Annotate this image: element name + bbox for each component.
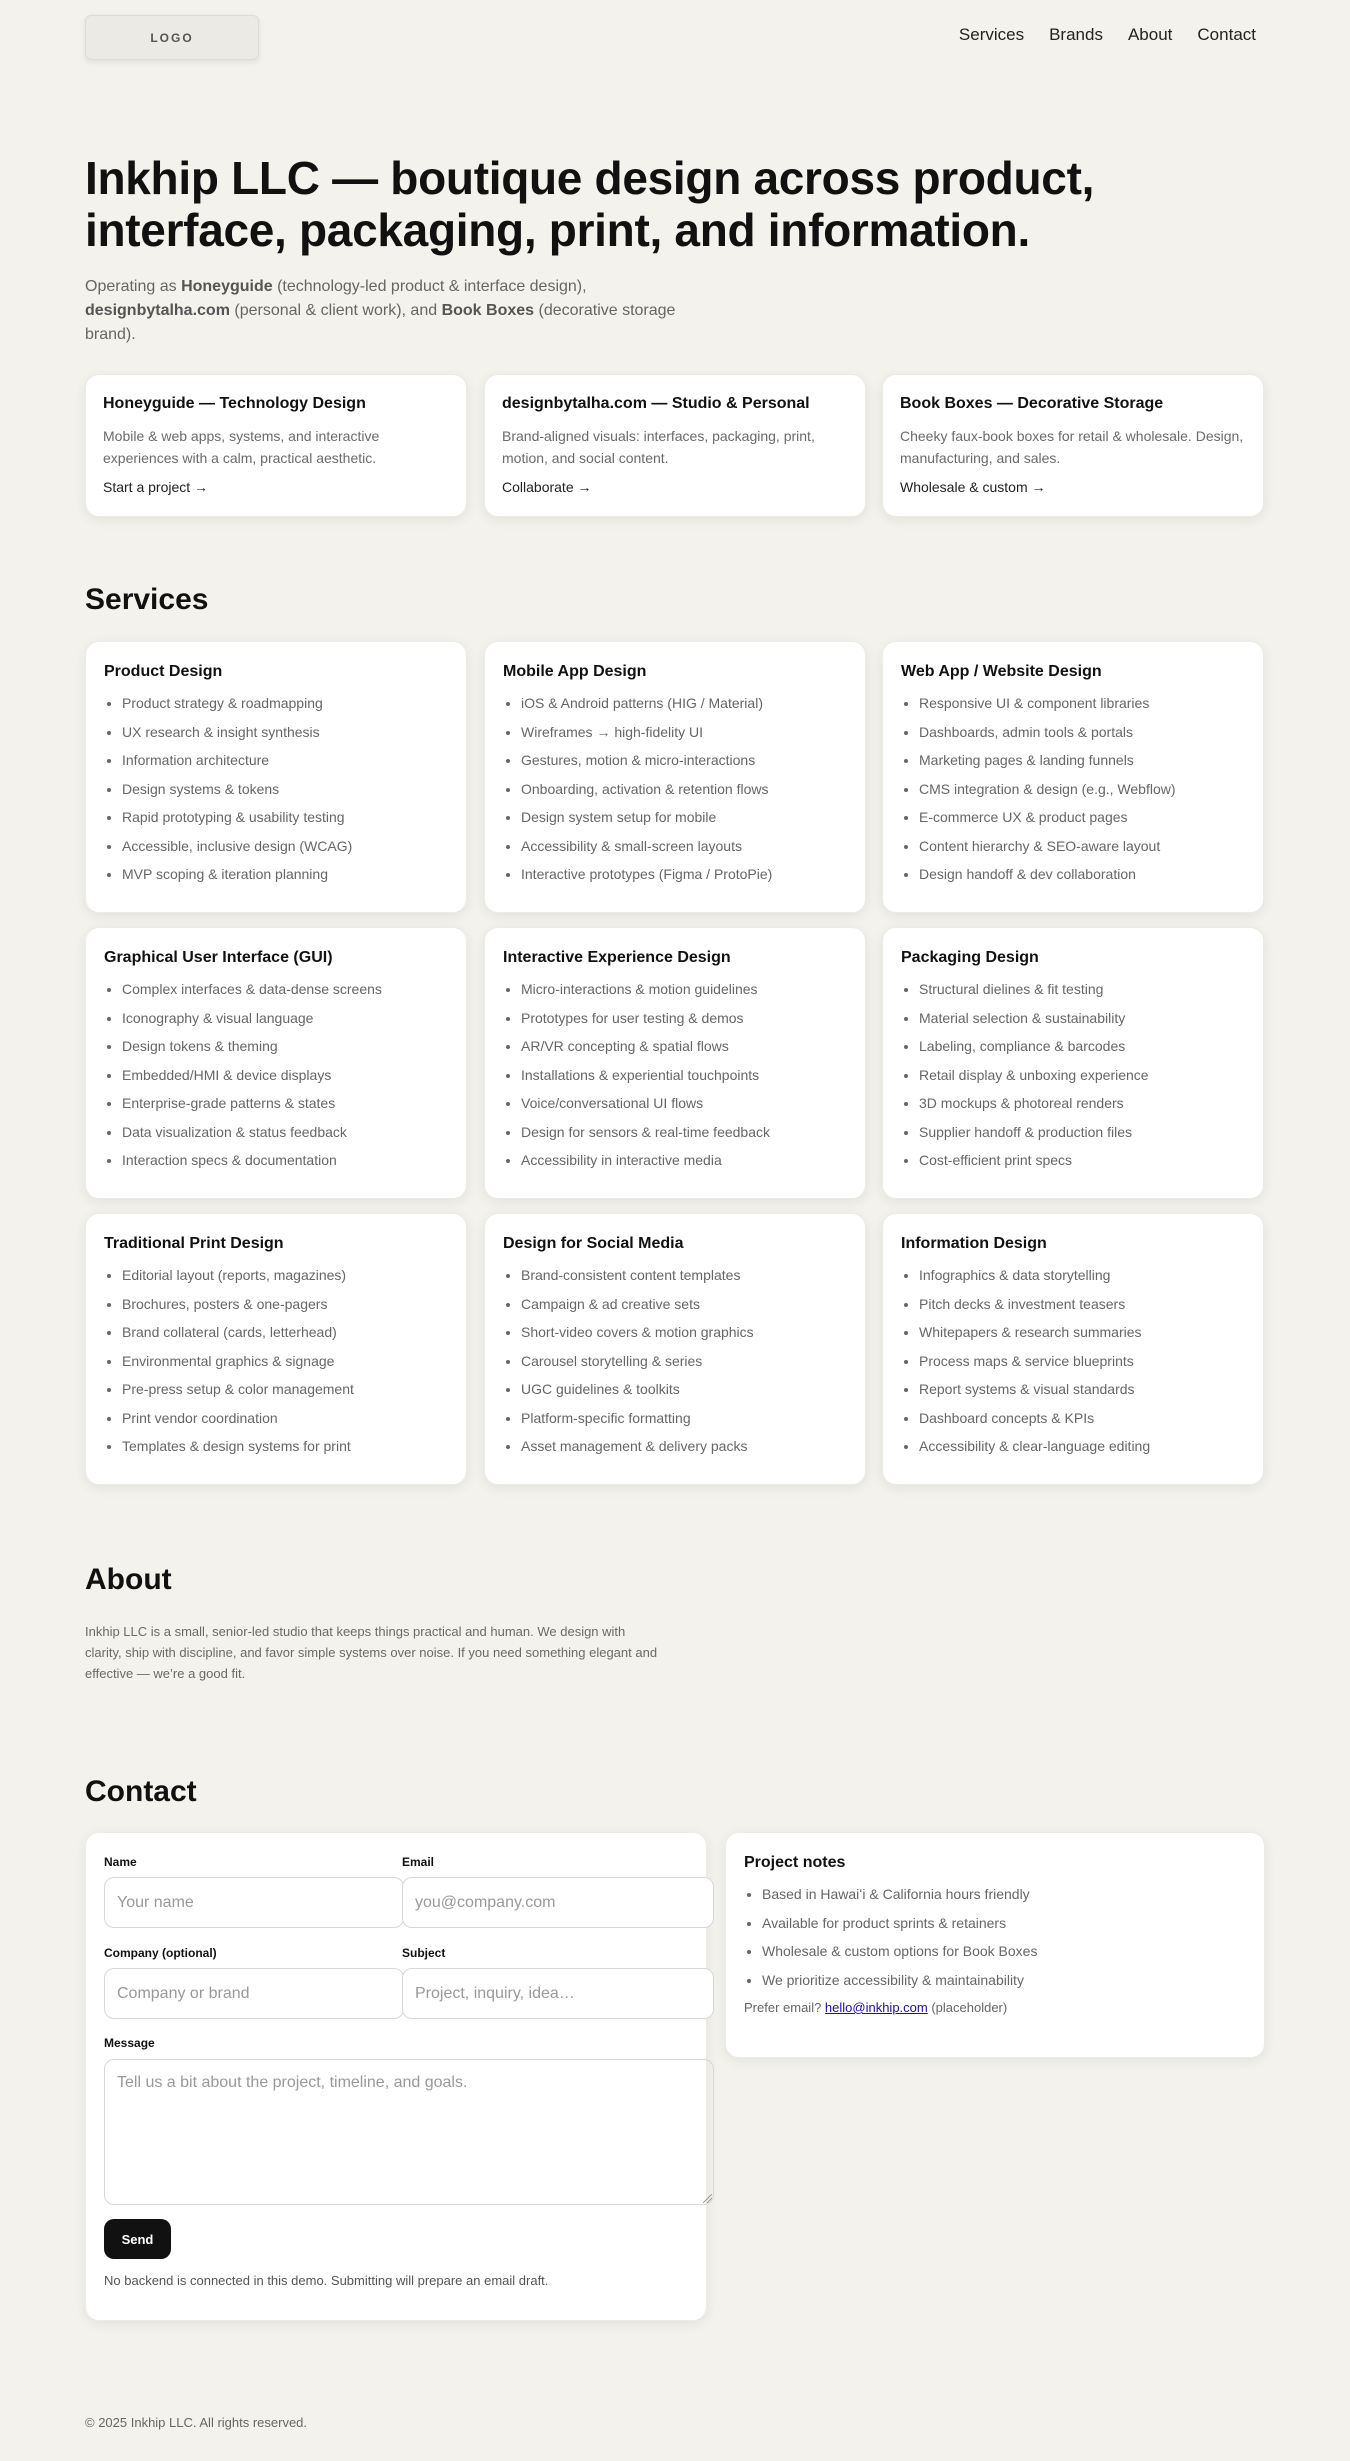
name-label: Name	[104, 1855, 137, 1869]
list-item: • Interaction specs & documentation	[122, 1152, 448, 1168]
list-item: • Design handoff & dev collaboration	[919, 866, 1245, 882]
list-item: • Prototypes for user testing & demos	[521, 1010, 847, 1026]
list-item: • Pre‑press setup & color management	[122, 1381, 448, 1397]
list-item: • Gestures, motion & micro‑interactions	[521, 752, 847, 768]
service-card	[882, 927, 1264, 1199]
collaborate-link[interactable]: Collaborate →	[502, 479, 592, 495]
list-item: • UGC guidelines & toolkits	[521, 1381, 847, 1397]
start-project-link[interactable]: Start a project →	[103, 479, 209, 495]
service-list	[104, 695, 448, 882]
list-item: • Brand‑consistent content templates	[521, 1267, 847, 1283]
list-item: • UX research & insight synthesis	[122, 724, 448, 740]
list-item: • Accessibility & small‑screen layouts	[521, 838, 847, 854]
message-textarea[interactable]: Tell us a bit about the project, timeline, and goals.	[104, 2059, 714, 2205]
list-item: • Dashboards, admin tools & portals	[919, 724, 1245, 740]
services-heading: Services	[85, 583, 209, 616]
list-item: • 3D mockups & photoreal renders	[919, 1095, 1245, 1111]
list-item: • Complex interfaces & data‑dense screens	[122, 981, 448, 997]
service-card-title: Information Design	[901, 1235, 1047, 1252]
contact-heading: Contact	[85, 1775, 197, 1808]
list-item: • Iconography & visual language	[122, 1010, 448, 1026]
service-card-title: Graphical User Interface (GUI)	[104, 949, 333, 966]
list-item: • Available for product sprints & retainers	[762, 1915, 1246, 1931]
list-item: • Onboarding, activation & retention flows	[521, 781, 847, 797]
list-item: • Interactive prototypes (Figma / ProtoPie)	[521, 866, 847, 882]
list-item: • Content hierarchy & SEO‑aware layout	[919, 838, 1245, 854]
hero-title: Inkhip LLC — boutique design across product, interface, packaging, print, and information.	[85, 152, 1095, 256]
list-item: • Brand collateral (cards, letterhead)	[122, 1324, 448, 1340]
list-item: • Templates & design systems for print	[122, 1438, 448, 1454]
brand-card-book-boxes	[882, 374, 1264, 517]
list-item: • Pitch decks & investment teasers	[919, 1296, 1245, 1312]
list-item: • Structural dielines & fit testing	[919, 981, 1245, 997]
list-item: • Print vendor coordination	[122, 1410, 448, 1426]
service-card	[85, 1213, 467, 1485]
service-card	[85, 927, 467, 1199]
list-item: • Embedded/HMI & device displays	[122, 1067, 448, 1083]
service-card	[484, 1213, 866, 1485]
brand-card-honeyguide	[85, 374, 467, 517]
nav-services[interactable]: Services	[958, 25, 1025, 44]
service-list	[104, 981, 448, 1168]
list-item: • MVP scoping & iteration planning	[122, 866, 448, 882]
project-notes-heading: Project notes	[744, 1854, 846, 1871]
email-input[interactable]: you@company.com	[402, 1877, 714, 1928]
email-link[interactable]: hello@inkhip.com	[824, 2000, 928, 2015]
list-item: • Platform‑specific formatting	[521, 1410, 847, 1426]
service-list	[503, 981, 847, 1168]
logo[interactable]: LOGO	[85, 15, 259, 60]
brand-card-desc: Brand-aligned visuals: interfaces, packaging, print, motion, and social content.	[502, 428, 815, 466]
subject-label: Subject	[402, 1946, 446, 1960]
list-item: • Labeling, compliance & barcodes	[919, 1038, 1245, 1054]
list-item: • Editorial layout (reports, magazines)	[122, 1267, 448, 1283]
list-item: • Responsive UI & component libraries	[919, 695, 1245, 711]
list-item: • Cost‑efficient print specs	[919, 1152, 1245, 1168]
wholesale-link[interactable]: Wholesale & custom →	[900, 479, 1046, 495]
service-list	[503, 695, 847, 882]
service-list	[901, 981, 1245, 1168]
list-item: • Product strategy & roadmapping	[122, 695, 448, 711]
service-card-title: Design for Social Media	[503, 1235, 684, 1252]
subject-input[interactable]: Project, inquiry, idea…	[402, 1968, 714, 2019]
list-item: • Data visualization & status feedback	[122, 1124, 448, 1140]
form-note: No backend is connected in this demo. Submitting will prepare an email draft.	[104, 2273, 549, 2288]
service-card-title: Product Design	[104, 663, 223, 680]
list-item: • Retail display & unboxing experience	[919, 1067, 1245, 1083]
service-list	[104, 1267, 448, 1454]
service-card	[484, 927, 866, 1199]
list-item: • Rapid prototyping & usability testing	[122, 809, 448, 825]
list-item: • Brochures, posters & one‑pagers	[122, 1296, 448, 1312]
service-card	[882, 641, 1264, 913]
email-note: Prefer email? hello@inkhip.com (placeholder)	[744, 2000, 1008, 2015]
list-item: • Design systems & tokens	[122, 781, 448, 797]
list-item: • Supplier handoff & production files	[919, 1124, 1245, 1140]
service-list	[503, 1267, 847, 1454]
list-item: • Design tokens & theming	[122, 1038, 448, 1054]
company-label: Company (optional)	[104, 1946, 217, 1960]
service-card	[882, 1213, 1264, 1485]
list-item: • Information architecture	[122, 752, 448, 768]
about-text: Inkhip LLC is a small, senior‑led studio that keeps things practical and human. We design with clarity, ship with discipline, and favor simple systems over noise. If you need something elegant and effective — we’re a good fit.	[85, 1624, 658, 1681]
list-item: • Material selection & sustainability	[919, 1010, 1245, 1026]
name-input[interactable]: Your name	[104, 1877, 404, 1928]
about-heading: About	[85, 1563, 172, 1596]
send-button[interactable]: Send	[104, 2219, 171, 2259]
list-item: • Accessibility in interactive media	[521, 1152, 847, 1168]
list-item: • Design for sensors & real‑time feedback	[521, 1124, 847, 1140]
brand-card-designbytalha	[484, 374, 866, 517]
service-list	[901, 695, 1245, 882]
nav-brands[interactable]: Brands	[1049, 25, 1103, 44]
service-card	[484, 641, 866, 913]
list-item: • Asset management & delivery packs	[521, 1438, 847, 1454]
top-nav	[959, 25, 1256, 45]
service-card-title: Traditional Print Design	[104, 1235, 284, 1252]
service-list	[901, 1267, 1245, 1454]
brand-card-desc: Mobile & web apps, systems, and interactive experiences with a calm, practical aesthetic.	[103, 428, 380, 466]
email-label: Email	[402, 1855, 435, 1869]
service-card-title: Web App / Website Design	[901, 663, 1102, 680]
list-item: • Installations & experiential touchpoints	[521, 1067, 847, 1083]
list-item: • Dashboard concepts & KPIs	[919, 1410, 1245, 1426]
list-item: • Based in Hawaiʻi & California hours friendly	[762, 1886, 1246, 1902]
brand-card-desc: Cheeky faux-book boxes for retail & wholesale. Design, manufacturing, and sales.	[900, 428, 1244, 466]
list-item: • Environmental graphics & signage	[122, 1353, 448, 1369]
list-item: • Accessible, inclusive design (WCAG)	[122, 838, 448, 854]
list-item: • Micro‑interactions & motion guidelines	[521, 981, 847, 997]
company-input[interactable]: Company or brand	[104, 1968, 404, 2019]
brand-card-title: Honeyguide — Technology Design	[103, 395, 366, 412]
project-notes-card	[725, 1832, 1265, 2058]
nav-about[interactable]: About	[1127, 25, 1173, 44]
nav-contact[interactable]: Contact	[1197, 25, 1256, 44]
list-item: • E‑commerce UX & product pages	[919, 809, 1245, 825]
contact-form	[85, 1832, 707, 2321]
list-item: • CMS integration & design (e.g., Webflow)	[919, 781, 1245, 797]
list-item: • Voice/conversational UI flows	[521, 1095, 847, 1111]
service-card-title: Mobile App Design	[503, 663, 647, 680]
footer-copyright: © 2025 Inkhip LLC. All rights reserved.	[85, 2415, 308, 2430]
brand-card-title: Book Boxes — Decorative Storage	[900, 395, 1164, 412]
list-item: • Carousel storytelling & series	[521, 1353, 847, 1369]
list-item: • Marketing pages & landing funnels	[919, 752, 1245, 768]
list-item: • Infographics & data storytelling	[919, 1267, 1245, 1283]
list-item: • Accessibility & clear‑language editing	[919, 1438, 1245, 1454]
list-item: • Design system setup for mobile	[521, 809, 847, 825]
service-card	[85, 641, 467, 913]
hero-subtitle: Operating as Honeyguide (technology-led product & interface design), designbytalha.com (personal & client work), and Book Boxes (decorative storage brand).	[85, 278, 676, 343]
list-item: • Short‑video covers & motion graphics	[521, 1324, 847, 1340]
list-item: • Wireframes → high‑fidelity UI	[521, 724, 847, 740]
list-item: • Whitepapers & research summaries	[919, 1324, 1245, 1340]
resize-handle-icon[interactable]	[703, 2194, 712, 2203]
list-item: • Process maps & service blueprints	[919, 1353, 1245, 1369]
service-card-title: Interactive Experience Design	[503, 949, 731, 966]
list-item: • AR/VR concepting & spatial flows	[521, 1038, 847, 1054]
list-item: • Wholesale & custom options for Book Boxes	[762, 1943, 1246, 1959]
list-item: • iOS & Android patterns (HIG / Material)	[521, 695, 847, 711]
list-item: • Enterprise‑grade patterns & states	[122, 1095, 448, 1111]
brand-card-title: designbytalha.com — Studio & Personal	[502, 395, 810, 412]
message-label: Message	[104, 2036, 155, 2050]
list-item: • Report systems & visual standards	[919, 1381, 1245, 1397]
list-item: • We prioritize accessibility & maintainability	[762, 1972, 1246, 1988]
project-notes-list	[744, 1886, 1246, 1988]
service-card-title: Packaging Design	[901, 949, 1039, 966]
list-item: • Campaign & ad creative sets	[521, 1296, 847, 1312]
